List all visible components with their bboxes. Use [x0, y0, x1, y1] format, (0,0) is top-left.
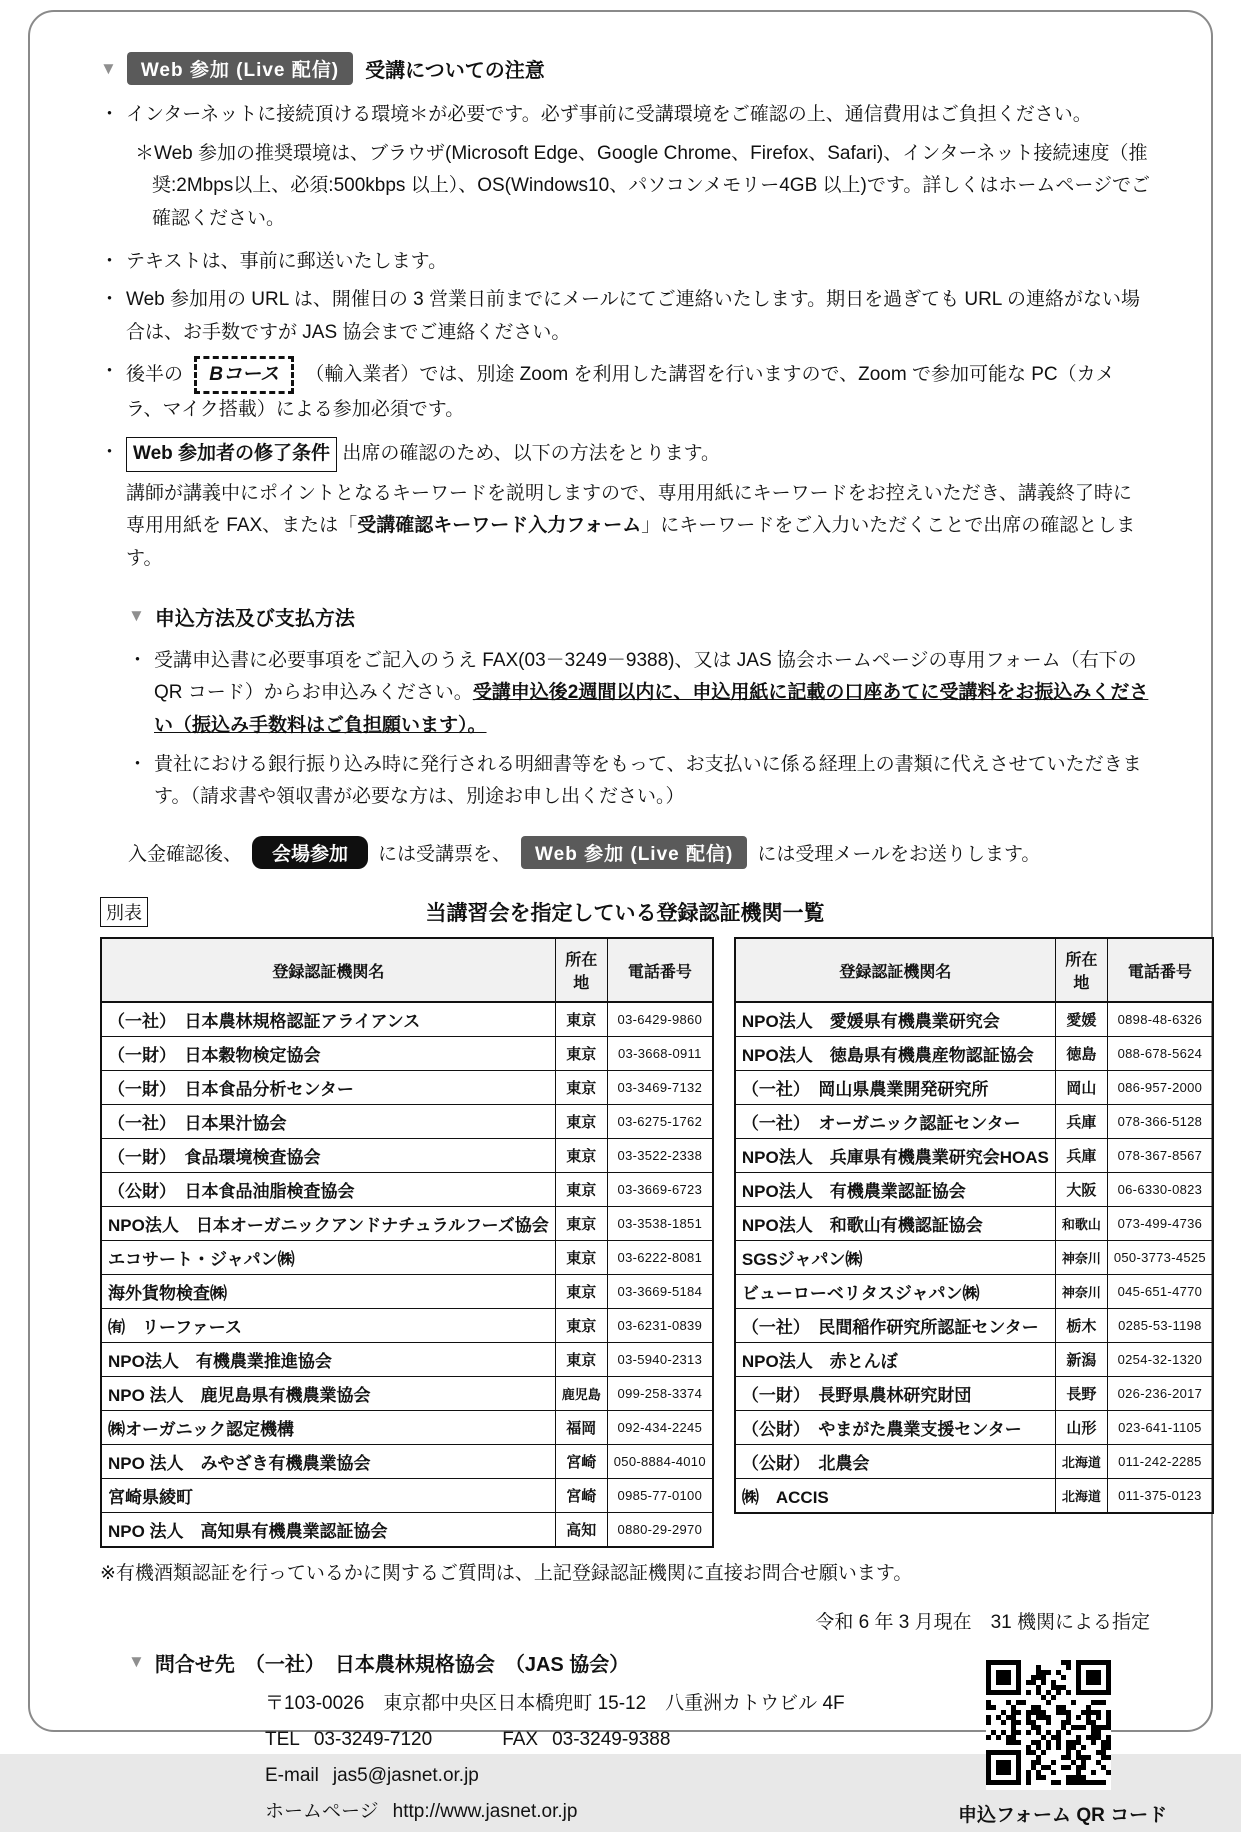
completion-body — [100, 478, 1150, 576]
phone-cell: 050-3773-4525 — [1107, 1241, 1213, 1275]
table-row — [735, 1037, 1213, 1071]
bcourse-prefix: 後半の — [126, 363, 184, 385]
table-row — [101, 1071, 713, 1105]
table-row — [101, 1411, 713, 1445]
application-bullet-form — [128, 645, 1150, 743]
phone-cell: 03-3538-1851 — [607, 1207, 713, 1241]
table-row — [101, 1207, 713, 1241]
org-name-cell: NPO法人 日本オーガニックアンドナチュラルフーズ協会 — [101, 1207, 555, 1241]
org-name-cell: （公財） 日本食品油脂検査協会 — [101, 1173, 555, 1207]
notice-bullet-text-mail: ・ テキストは、事前に郵送いたします。 — [100, 246, 1150, 279]
fax-label: FAX — [502, 1728, 539, 1750]
table-row — [735, 1071, 1213, 1105]
phone-cell: 073-499-4736 — [1107, 1207, 1213, 1241]
tel-number: 03-3249-7120 — [313, 1728, 433, 1750]
phone-cell: 03-3668-0911 — [607, 1037, 713, 1071]
phone-cell: 0985-77-0100 — [607, 1479, 713, 1513]
contact-label: 問合せ先 — [154, 1653, 235, 1676]
section-triangle-icon: ▼ — [100, 58, 117, 78]
payment-deadline-text: 受講申込後2週間以内に、申込用紙に記載の口座あてに受講料をお振込みください（振込み手数料はご負担願います）。 — [154, 682, 1149, 737]
table-row — [101, 1037, 713, 1071]
qr-block — [958, 1660, 1168, 1827]
phone-cell: 092-434-2245 — [607, 1411, 713, 1445]
header-location: 所在地 — [1055, 938, 1107, 1002]
page-content — [100, 52, 1206, 1832]
notice-bullet-bcourse — [100, 356, 1150, 427]
header-phone: 電話番号 — [607, 938, 713, 1002]
completion-condition-line — [100, 437, 1150, 472]
location-cell: 大阪 — [1055, 1173, 1107, 1207]
table-row — [101, 1309, 713, 1343]
phone-cell: 0880-29-2970 — [607, 1513, 713, 1548]
phone-cell: 026-236-2017 — [1107, 1377, 1213, 1411]
phone-cell: 03-3469-7132 — [607, 1071, 713, 1105]
org-name-cell: エコサート・ジャパン㈱ — [101, 1241, 555, 1275]
table-row — [101, 1173, 713, 1207]
org-name-cell: （一財） 食品環境検査協会 — [101, 1139, 555, 1173]
location-cell: 兵庫 — [1055, 1105, 1107, 1139]
location-cell: 北海道 — [1055, 1479, 1107, 1514]
phone-cell: 03-3669-6723 — [607, 1173, 713, 1207]
completion-body-part1: 講師が講義中にポイントとなるキーワードを説明しますので、専用用紙にキーワードをお控えいただき、講義終了時に専用用紙を FAX、または「 — [126, 482, 1132, 537]
table-row — [735, 1139, 1213, 1173]
location-cell: 栃木 — [1055, 1309, 1107, 1343]
location-cell: 東京 — [555, 1173, 607, 1207]
location-cell: 和歌山 — [1055, 1207, 1107, 1241]
org-name-cell: （一社） オーガニック認証センター — [735, 1105, 1055, 1139]
phone-cell: 078-366-5128 — [1107, 1105, 1213, 1139]
certification-table-left — [100, 937, 714, 1548]
homepage-label: ホームページ — [265, 1801, 379, 1823]
org-name-cell: NPO法人 和歌山有機認証協会 — [735, 1207, 1055, 1241]
location-cell: 長野 — [1055, 1377, 1107, 1411]
web-participation-badge-2: Web 参加 (Live 配信) — [521, 836, 747, 869]
table-row — [735, 1275, 1213, 1309]
web-notice-heading — [100, 52, 1150, 85]
location-cell: 鹿児島 — [555, 1377, 607, 1411]
table-title: 当講習会を指定している登録認証機関一覧 — [425, 902, 825, 926]
application-bullet-receipt: ・ 貴社における銀行振り込み時に発行される明細書等をもって、お支払いに係る経理上の書類に代えさせていただきます。（請求書や領収書が必要な方は、別途お申し出ください。） — [128, 749, 1150, 814]
location-cell: 東京 — [555, 1105, 607, 1139]
header-org-name: 登録認証機関名 — [735, 938, 1055, 1002]
header-org-name: 登録認証機関名 — [101, 938, 555, 1002]
table-row — [101, 1479, 713, 1513]
phone-cell: 045-651-4770 — [1107, 1275, 1213, 1309]
phone-cell: 0898-48-6326 — [1107, 1002, 1213, 1037]
org-name-cell: ㈱ ACCIS — [735, 1479, 1055, 1514]
location-cell: 北海道 — [1055, 1445, 1107, 1479]
completion-body-part2: 」にキーワードをご入力いただくことで出席の確認とします。 — [126, 515, 1136, 570]
org-name-cell: ビューローベリタスジャパン㈱ — [735, 1275, 1055, 1309]
table-row — [735, 1479, 1213, 1514]
fax-number: 03-3249-9388 — [552, 1728, 671, 1750]
table-title-row — [100, 895, 1150, 929]
designation-date-note: 令和 6 年 3 月現在 31 機関による指定 — [815, 1611, 1150, 1633]
org-name-cell: （一財） 長野県農林研究財団 — [735, 1377, 1055, 1411]
contact-address: 〒103-0026 東京都中央区日本橋兜町 15-12 八重洲カトウビル 4F — [265, 1692, 845, 1714]
table-row — [735, 1105, 1213, 1139]
table-row — [101, 1241, 713, 1275]
location-cell: 神奈川 — [1055, 1241, 1107, 1275]
section-triangle-icon: ▼ — [128, 606, 145, 626]
homepage-url: http://www.jasnet.or.jp — [392, 1801, 578, 1823]
email-address: jas5@jasnet.or.jp — [332, 1765, 479, 1787]
location-cell: 東京 — [555, 1139, 607, 1173]
phone-cell: 03-6222-8081 — [607, 1241, 713, 1275]
payment-confirmation-line — [100, 836, 1150, 869]
org-name-cell: NPO法人 兵庫県有機農業研究会HOAS — [735, 1139, 1055, 1173]
contact-section — [100, 1648, 1168, 1830]
location-cell: 愛媛 — [1055, 1002, 1107, 1037]
phone-cell: 050-8884-4010 — [607, 1445, 713, 1479]
org-name-cell: （一社） 日本果汁協会 — [101, 1105, 555, 1139]
org-name-cell: NPO 法人 鹿児島県有機農業協会 — [101, 1377, 555, 1411]
org-name-cell: NPO法人 有機農業認証協会 — [735, 1173, 1055, 1207]
phone-cell: 023-641-1105 — [1107, 1411, 1213, 1445]
notice-bullet-url: ・ Web 参加用の URL は、開催日の 3 営業日前までにメールにてご連絡いたします。期日を過ぎても URL の連絡がない場合は、お手数ですが JAS 協会までご連絡ください。 — [100, 284, 1150, 349]
org-name-cell: NPO法人 愛媛県有機農業研究会 — [735, 1002, 1055, 1037]
venue-participation-badge: 会場参加 — [252, 836, 368, 869]
application-title: 申込方法及び支払方法 — [154, 607, 355, 630]
phone-cell: 086-957-2000 — [1107, 1071, 1213, 1105]
org-name-cell: NPO 法人 みやざき有機農業協会 — [101, 1445, 555, 1479]
phone-cell: 078-367-8567 — [1107, 1139, 1213, 1173]
phone-cell: 0285-53-1198 — [1107, 1309, 1213, 1343]
table-row — [101, 1275, 713, 1309]
notice-subnote-environment: ＊Web 参加の推奨環境は、ブラウザ(Microsoft Edge、Google Chrome、Firefox、Safari)、インターネット接続速度（推奨:2Mbps以上、必須:500kbps 以上）、OS(Windows10、パソコンメモリー4GB 以上)です。詳しくはホームページでご確認ください。 — [135, 142, 1150, 230]
table-header-row — [101, 938, 713, 1002]
completion-intro: 出席の確認のため、以下の方法をとります。 — [342, 443, 721, 465]
location-cell: 兵庫 — [1055, 1139, 1107, 1173]
phone-cell: 03-6231-0839 — [607, 1309, 713, 1343]
table-row — [101, 1343, 713, 1377]
tel-label: TEL — [265, 1728, 300, 1750]
location-cell: 高知 — [555, 1513, 607, 1548]
org-name-cell: （一財） 日本食品分析センター — [101, 1071, 555, 1105]
phone-cell: 03-6275-1762 — [607, 1105, 713, 1139]
org-name-cell: （公財） やまがた農業支援センター — [735, 1411, 1055, 1445]
table-row — [735, 1411, 1213, 1445]
location-cell: 東京 — [555, 1275, 607, 1309]
phone-cell: 011-242-2285 — [1107, 1445, 1213, 1479]
table-row — [101, 1105, 713, 1139]
b-course-badge: Bコース — [194, 356, 294, 395]
sake-certification-note: ※有機酒類認証を行っているかに関するご質問は、上記登録認証機関に直接お問合せ願います。 — [100, 1563, 913, 1585]
web-notice-title: 受講についての注意 — [365, 60, 545, 82]
location-cell: 福岡 — [555, 1411, 607, 1445]
phone-cell: 088-678-5624 — [1107, 1037, 1213, 1071]
header-phone: 電話番号 — [1107, 938, 1213, 1002]
phone-cell: 03-5940-2313 — [607, 1343, 713, 1377]
table-row — [101, 1445, 713, 1479]
table-row — [101, 1139, 713, 1173]
payment-suffix: には受理メールをお送りします。 — [757, 844, 1041, 866]
table-row — [735, 1343, 1213, 1377]
phone-cell: 011-375-0123 — [1107, 1479, 1213, 1514]
payment-mid: には受講票を、 — [378, 844, 512, 866]
web-notice-body — [100, 99, 1150, 576]
payment-prefix: 入金確認後、 — [128, 844, 243, 866]
org-name-cell: （公財） 北農会 — [735, 1445, 1055, 1479]
org-name-cell: NPO法人 徳島県有機農産物認証協会 — [735, 1037, 1055, 1071]
contact-org-name: （一社） 日本農林規格協会 （JAS 協会） — [244, 1653, 630, 1676]
certification-tables — [100, 937, 1206, 1548]
application-section — [100, 602, 1150, 814]
keyword-form-name: 受講確認キーワード入力フォーム — [357, 515, 642, 537]
location-cell: 東京 — [555, 1343, 607, 1377]
table-row — [101, 1002, 713, 1037]
application-body — [128, 645, 1150, 814]
table-row — [101, 1513, 713, 1548]
phone-cell: 03-6429-9860 — [607, 1002, 713, 1037]
location-cell: 新潟 — [1055, 1343, 1107, 1377]
table-row — [735, 1377, 1213, 1411]
table-row — [735, 1173, 1213, 1207]
location-cell: 東京 — [555, 1241, 607, 1275]
location-cell: 神奈川 — [1055, 1275, 1107, 1309]
location-cell: 東京 — [555, 1309, 607, 1343]
table-row — [735, 1207, 1213, 1241]
notice-bullet-internet: ・ インターネットに接続頂ける環境＊が必要です。必ず事前に受講環境をご確認の上、通信費用はご負担ください。 — [100, 99, 1150, 132]
location-cell: 東京 — [555, 1207, 607, 1241]
table-header-row — [735, 938, 1213, 1002]
org-name-cell: SGSジャパン㈱ — [735, 1241, 1055, 1275]
location-cell: 東京 — [555, 1037, 607, 1071]
phone-cell: 06-6330-0823 — [1107, 1173, 1213, 1207]
bcourse-suffix: （輸入業者）では、別途 Zoom を利用した講習を行いますので、Zoom で参加可能な PC（カメラ、マイク搭載）による参加必須です。 — [126, 363, 1115, 421]
completion-condition-label: Web 参加者の修了条件 — [126, 437, 337, 472]
location-cell: 徳島 — [1055, 1037, 1107, 1071]
qr-caption: 申込フォーム QR コード — [958, 1804, 1168, 1826]
org-name-cell: （一社） 日本農林規格認証アライアンス — [101, 1002, 555, 1037]
table-row — [101, 1377, 713, 1411]
appendix-label: 別表 — [100, 897, 148, 927]
org-name-cell: NPO 法人 高知県有機農業認証協会 — [101, 1513, 555, 1548]
phone-cell: 03-3669-5184 — [607, 1275, 713, 1309]
org-name-cell: （一社） 民間稲作研究所認証センター — [735, 1309, 1055, 1343]
table-row — [735, 1002, 1213, 1037]
location-cell: 岡山 — [1055, 1071, 1107, 1105]
org-name-cell: （一財） 日本穀物検定協会 — [101, 1037, 555, 1071]
org-name-cell: ㈱オーガニック認定機構 — [101, 1411, 555, 1445]
application-heading — [128, 602, 1150, 631]
certification-table-right — [734, 937, 1214, 1514]
location-cell: 宮崎 — [555, 1479, 607, 1513]
table-row — [735, 1309, 1213, 1343]
location-cell: 東京 — [555, 1071, 607, 1105]
table-row — [735, 1445, 1213, 1479]
application-form-text: 受講申込書に必要事項をご記入のうえ FAX(03－3249－9388)、又は JAS 協会ホームページの専用フォーム（右下の QR コード）からお申込みください。 — [154, 649, 1137, 704]
header-location: 所在地 — [555, 938, 607, 1002]
org-name-cell: NPO法人 有機農業推進協会 — [101, 1343, 555, 1377]
web-participation-badge: Web 参加 (Live 配信) — [127, 52, 353, 85]
section-triangle-icon: ▼ — [128, 1652, 145, 1672]
org-name-cell: NPO法人 赤とんぼ — [735, 1343, 1055, 1377]
phone-cell: 0254-32-1320 — [1107, 1343, 1213, 1377]
org-name-cell: ㈲ リーファース — [101, 1309, 555, 1343]
table-row — [735, 1241, 1213, 1275]
qr-code — [986, 1660, 1111, 1790]
org-name-cell: 宮崎県綾町 — [101, 1479, 555, 1513]
location-cell: 宮崎 — [555, 1445, 607, 1479]
email-label: E-mail — [265, 1765, 319, 1787]
location-cell: 山形 — [1055, 1411, 1107, 1445]
phone-cell: 099-258-3374 — [607, 1377, 713, 1411]
phone-cell: 03-3522-2338 — [607, 1139, 713, 1173]
org-name-cell: 海外貨物検査㈱ — [101, 1275, 555, 1309]
location-cell: 東京 — [555, 1002, 607, 1037]
org-name-cell: （一社） 岡山県農業開発研究所 — [735, 1071, 1055, 1105]
